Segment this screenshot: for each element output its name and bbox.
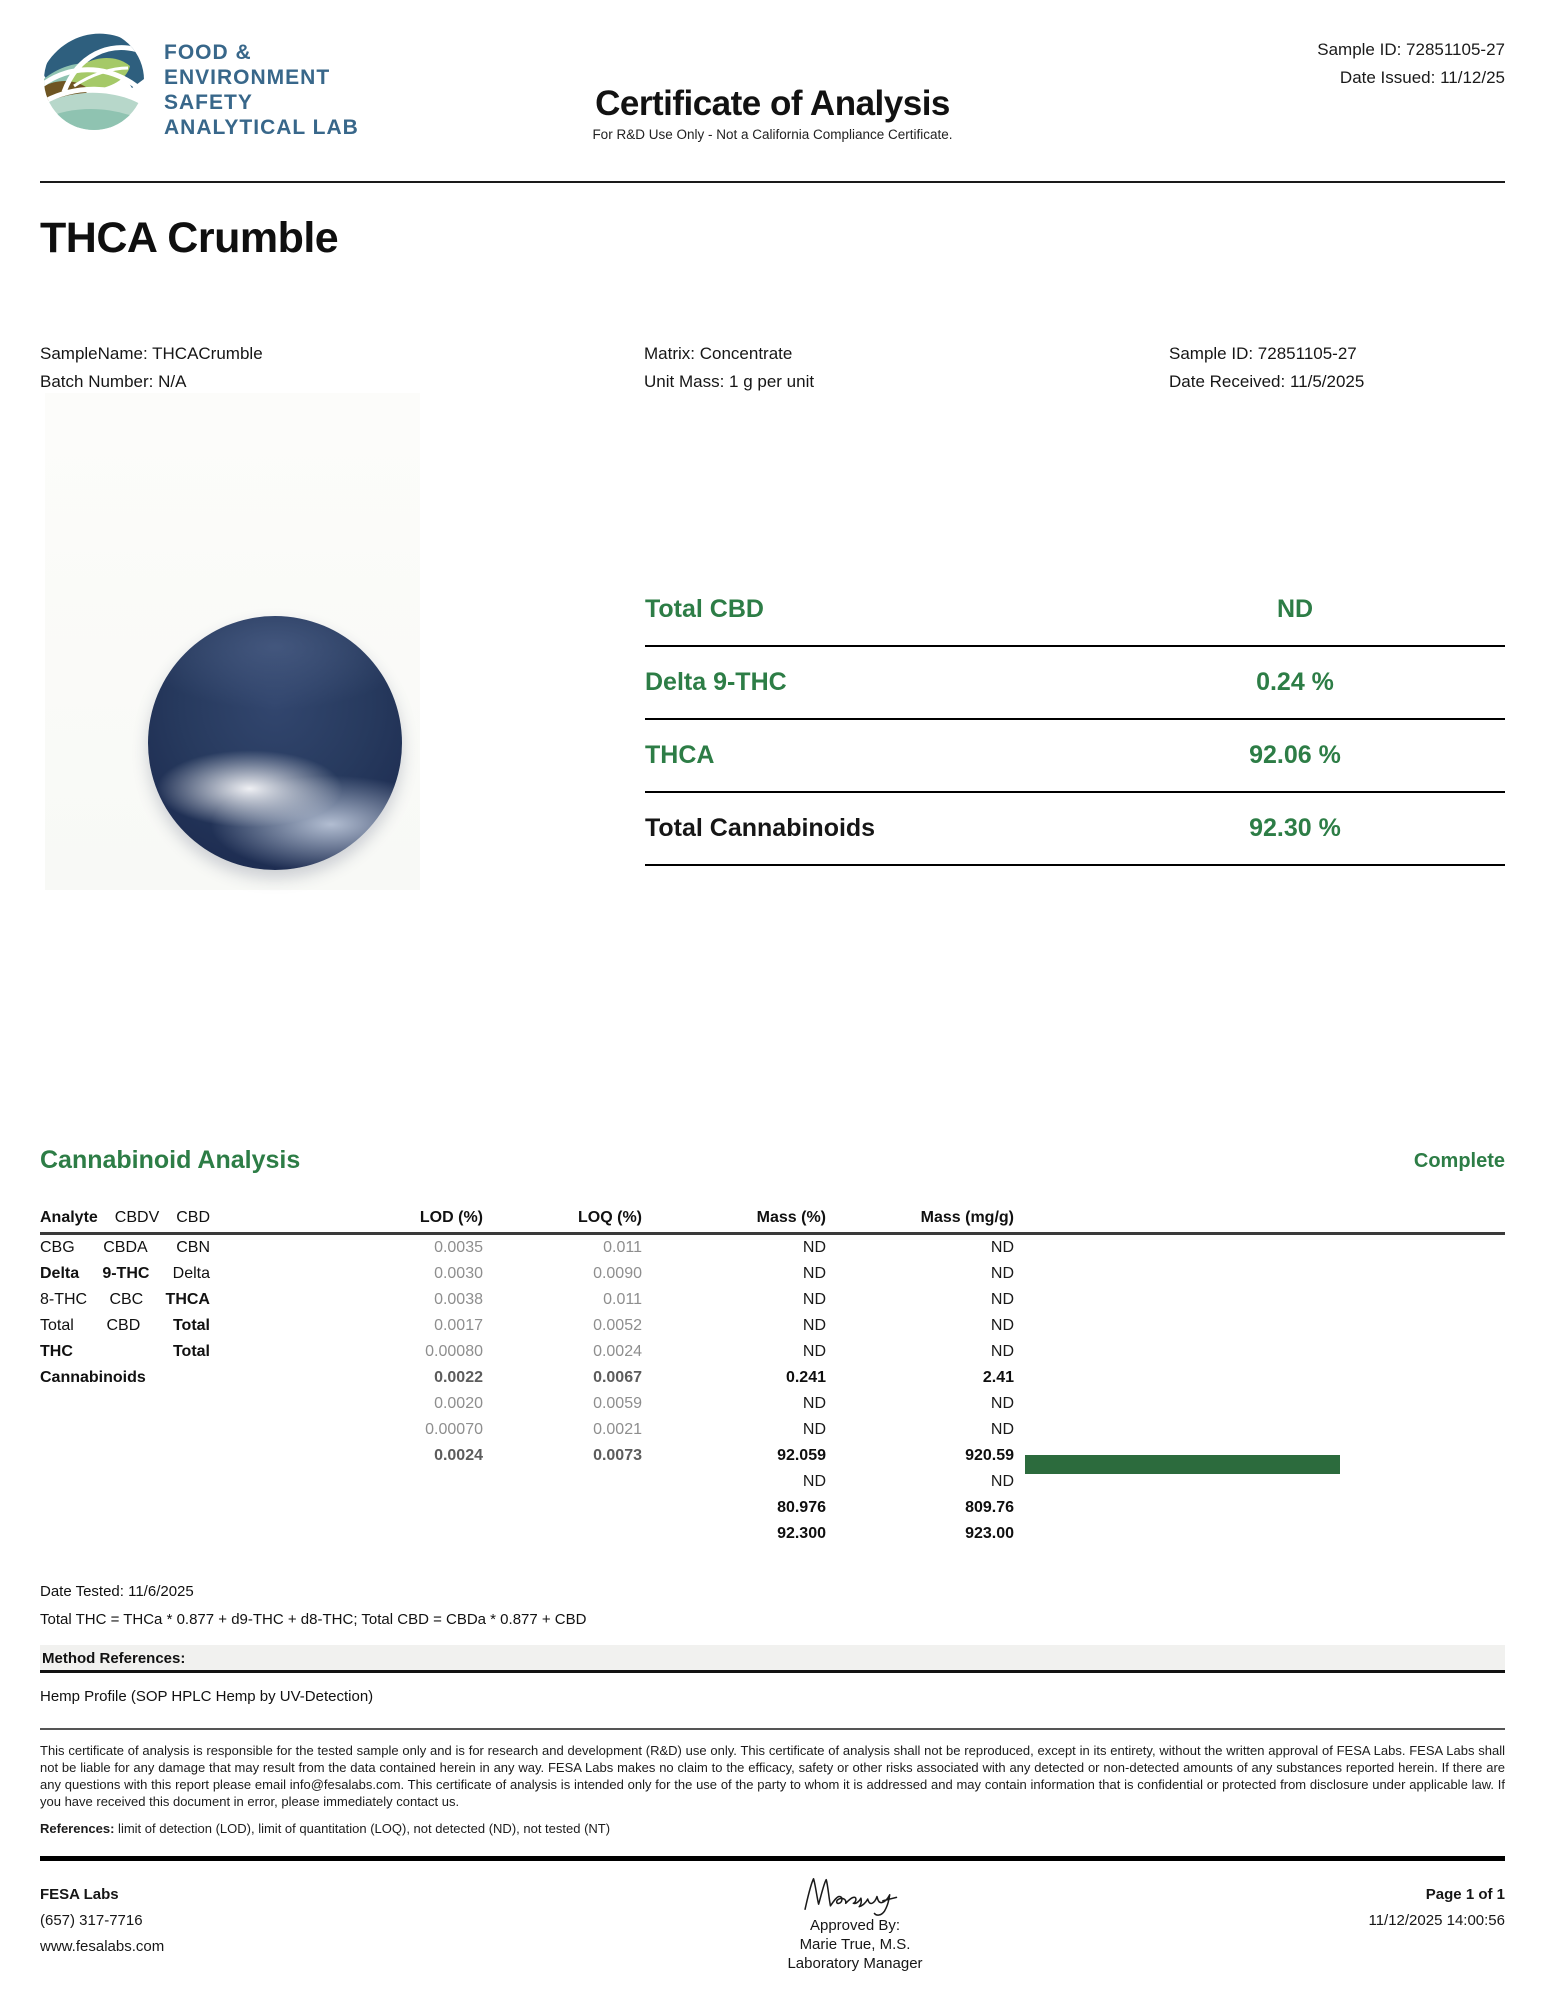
cannabinoid-analysis-table bbox=[40, 1204, 1505, 1547]
approver-name: Marie True, M.S. bbox=[799, 1936, 911, 1953]
product-photo bbox=[45, 393, 420, 890]
footer-company-name: FESA Labs bbox=[40, 1886, 119, 1903]
mass-mgg-value: ND bbox=[990, 1343, 1014, 1360]
analyte-name-word: Total bbox=[172, 1317, 210, 1334]
summary-analyte-value: 0.24 % bbox=[1256, 668, 1334, 696]
footer-phone: (657) 317-7716 bbox=[40, 1912, 143, 1929]
summary-analyte-label: Total CBD bbox=[645, 595, 764, 623]
mass-percent-value: 92.059 bbox=[777, 1447, 826, 1464]
loq-value: 0.0059 bbox=[593, 1395, 642, 1412]
summary-analyte-value: 92.06 % bbox=[1249, 741, 1341, 769]
loq-value: 0.0052 bbox=[593, 1317, 642, 1334]
document-subtitle: For R&D Use Only - Not a California Compliance Certificate. bbox=[592, 127, 953, 142]
analyte-name-word: Cannabinoids bbox=[40, 1369, 146, 1386]
approved-by-label: Approved By: bbox=[809, 1917, 901, 1934]
analyte-name-cell bbox=[40, 1343, 210, 1361]
analyte-name-word: CBDA bbox=[103, 1239, 148, 1256]
metadata-field: SampleName: THCACrumble bbox=[40, 344, 263, 363]
lod-value: 0.0038 bbox=[434, 1291, 483, 1308]
table-header-row bbox=[40, 1204, 1505, 1235]
analyte-name-cell bbox=[40, 1291, 210, 1309]
summary-row bbox=[645, 574, 1505, 647]
document-title-block bbox=[0, 84, 1545, 142]
analyte-name-cell bbox=[40, 1317, 210, 1335]
table-row bbox=[40, 1313, 1505, 1339]
summary-row bbox=[645, 647, 1505, 720]
table-row bbox=[40, 1235, 1505, 1261]
mass-percent-value: ND bbox=[802, 1239, 826, 1256]
table-row bbox=[40, 1339, 1505, 1365]
analyte-name-word: Analyte bbox=[40, 1209, 98, 1226]
metadata-field: Matrix: Concentrate bbox=[644, 344, 793, 363]
mass-percent-value: 92.300 bbox=[777, 1525, 826, 1542]
lod-value: 0.0020 bbox=[434, 1395, 483, 1412]
lab-logo-text-line: ANALYTICAL LAB bbox=[164, 116, 359, 139]
lod-value: 0.00070 bbox=[425, 1421, 483, 1438]
lab-logo-text-line: ENVIRONMENT bbox=[164, 66, 331, 89]
loq-value: 0.0090 bbox=[593, 1265, 642, 1282]
analyte-name-cell bbox=[40, 1239, 210, 1257]
summary-row bbox=[645, 793, 1505, 866]
sample-metadata-col-1 bbox=[40, 340, 263, 396]
mass-mgg-value: ND bbox=[990, 1291, 1014, 1308]
summary-analyte-label: THCA bbox=[645, 741, 715, 769]
lod-value: 0.0022 bbox=[434, 1369, 483, 1386]
table-row bbox=[40, 1261, 1505, 1287]
potency-summary-panel bbox=[645, 574, 1505, 866]
mass-percent-value: ND bbox=[802, 1291, 826, 1308]
footer-page-number: Page 1 of 1 bbox=[1425, 1886, 1505, 1903]
signature-icon bbox=[790, 1872, 920, 1916]
analyte-name-cell bbox=[40, 1265, 210, 1283]
analyte-name-word: CBN bbox=[176, 1239, 210, 1256]
footer-divider bbox=[40, 1856, 1505, 1861]
mass-percent-value: 0.241 bbox=[785, 1369, 826, 1386]
lod-value: 0.0024 bbox=[434, 1447, 483, 1464]
table-column-header: Mass (%) bbox=[756, 1209, 826, 1226]
legal-disclaimer bbox=[40, 1728, 1505, 1837]
analyte-name-word: CBG bbox=[40, 1239, 75, 1256]
mass-mgg-value: ND bbox=[990, 1395, 1014, 1412]
mass-percent-value: ND bbox=[802, 1343, 826, 1360]
references-label: References: bbox=[40, 1821, 115, 1836]
mass-percent-value: ND bbox=[802, 1265, 826, 1282]
summary-analyte-label: Delta 9-THC bbox=[645, 668, 787, 696]
metadata-field: Date Received: 11/5/2025 bbox=[1169, 372, 1365, 391]
analyte-name-word: 9-THC bbox=[102, 1265, 150, 1282]
analyte-name-word: 8-THC bbox=[40, 1291, 88, 1308]
analyte-name-word: Total bbox=[172, 1343, 210, 1360]
mass-mgg-value: ND bbox=[990, 1317, 1014, 1334]
product-photo-sample-puck bbox=[148, 616, 402, 870]
mass-percent-value: ND bbox=[802, 1473, 826, 1490]
disclaimer-text: This certificate of analysis is responsible for the tested sample only and is for research and development (R&D) use only. This certificate of analysis shall not be reproduced, except in its entirety, without the written approval of FESA Labs. FESA Labs shall not be liable for any damage that may result from the data contained herein in any way. FESA Labs makes no claim to the efficacy, safety or other risks associated with any detected or non-detected amounts of any substances reported herein. If there are any questions with this report please email info@fesalabs.com. This certificate of analysis is intended only for the use of the party to whom it is addressed and may contain information that is confidential or protected from disclosure under applicable law. If you have received this document in error, please immediately contact us. bbox=[40, 1743, 1505, 1809]
table-column-header: LOD (%) bbox=[419, 1209, 483, 1226]
summary-analyte-value: 92.30 % bbox=[1249, 814, 1341, 842]
mass-mgg-value: 2.41 bbox=[982, 1369, 1014, 1386]
header-sample-info bbox=[1317, 36, 1505, 92]
mass-mgg-value: ND bbox=[990, 1265, 1014, 1282]
mass-percent-value: ND bbox=[802, 1395, 826, 1412]
mass-mgg-value: ND bbox=[990, 1473, 1014, 1490]
mass-percent-value: 80.976 bbox=[777, 1499, 826, 1516]
mass-mgg-value: 809.76 bbox=[965, 1499, 1014, 1516]
thca-mass-bar bbox=[1025, 1455, 1340, 1474]
lod-value: 0.0035 bbox=[434, 1239, 483, 1256]
footer-lab-contact bbox=[40, 1882, 164, 1960]
table-row bbox=[40, 1287, 1505, 1313]
analyte-name-word: CBD bbox=[176, 1209, 210, 1226]
product-name-heading: THCA Crumble bbox=[40, 214, 339, 262]
analyte-name-word: THCA bbox=[165, 1291, 210, 1308]
method-references-heading: Method References: bbox=[40, 1645, 1505, 1673]
sample-metadata-col-2 bbox=[644, 340, 814, 396]
analyte-name-word: CBC bbox=[109, 1291, 144, 1308]
lod-value: 0.0030 bbox=[434, 1265, 483, 1282]
references-text: limit of detection (LOD), limit of quantitation (LOQ), not detected (ND), not tested (NT) bbox=[114, 1821, 611, 1836]
footer-website: www.fesalabs.com bbox=[40, 1938, 165, 1955]
summary-analyte-value: ND bbox=[1276, 595, 1314, 623]
summary-analyte-label: Total Cannabinoids bbox=[645, 814, 876, 842]
analyte-name-word: Delta bbox=[172, 1265, 210, 1282]
loq-value: 0.0021 bbox=[593, 1421, 642, 1438]
cannabinoid-analysis-heading: Cannabinoid Analysis bbox=[40, 1146, 301, 1174]
analyte-name-word: THC bbox=[40, 1343, 73, 1360]
footer-approval-block bbox=[690, 1872, 1020, 1973]
header-divider bbox=[40, 181, 1505, 183]
date-tested-note: Date Tested: 11/6/2025 bbox=[40, 1583, 194, 1600]
lod-value: 0.0017 bbox=[434, 1317, 483, 1334]
table-column-header: LOQ (%) bbox=[578, 1209, 642, 1226]
approver-signature bbox=[690, 1872, 1020, 1916]
loq-value: 0.011 bbox=[603, 1239, 642, 1256]
loq-value: 0.0073 bbox=[593, 1447, 642, 1464]
mass-mgg-value: 920.59 bbox=[965, 1447, 1014, 1464]
lod-value: 0.00080 bbox=[425, 1343, 483, 1360]
mass-percent-value: ND bbox=[802, 1317, 826, 1334]
document-title: Certificate of Analysis bbox=[595, 84, 950, 123]
loq-value: 0.0024 bbox=[593, 1343, 642, 1360]
analyte-name-cell bbox=[40, 1369, 210, 1387]
sample-metadata-col-3 bbox=[1169, 340, 1364, 396]
metadata-field: Batch Number: N/A bbox=[40, 372, 187, 391]
table-row bbox=[40, 1495, 1505, 1521]
table-row bbox=[40, 1365, 1505, 1391]
footer-timestamp: 11/12/2025 14:00:56 bbox=[1368, 1912, 1505, 1929]
loq-value: 0.011 bbox=[603, 1291, 642, 1308]
mass-mgg-value: ND bbox=[990, 1421, 1014, 1438]
mass-mgg-value: ND bbox=[990, 1239, 1014, 1256]
analyte-name-word: Total bbox=[40, 1317, 74, 1334]
footer-page-info bbox=[1368, 1882, 1505, 1934]
metadata-field: Sample ID: 72851105-27 bbox=[1169, 344, 1357, 363]
lab-logo-text-line: FOOD & bbox=[164, 41, 252, 64]
analyte-name-word: CBD bbox=[106, 1317, 141, 1334]
table-row bbox=[40, 1521, 1505, 1547]
metadata-field: Unit Mass: 1 g per unit bbox=[644, 372, 815, 391]
lab-logo-text-line: SAFETY bbox=[164, 91, 253, 114]
approver-title: Laboratory Manager bbox=[787, 1955, 923, 1972]
total-thc-formula-note: Total THC = THCa * 0.877 + d9-THC + d8-THC; Total CBD = CBDa * 0.877 + CBD bbox=[40, 1611, 587, 1628]
table-row bbox=[40, 1391, 1505, 1417]
analyte-name-cell bbox=[40, 1209, 210, 1227]
analyte-name-word: CBDV bbox=[114, 1209, 160, 1226]
table-column-header: Mass (mg/g) bbox=[920, 1209, 1014, 1226]
loq-value: 0.0067 bbox=[593, 1369, 642, 1386]
mass-percent-value: ND bbox=[802, 1421, 826, 1438]
header-sample-id: Sample ID: 72851105-27 bbox=[1317, 40, 1505, 59]
method-references-value: Hemp Profile (SOP HPLC Hemp by UV-Detection) bbox=[40, 1688, 374, 1705]
analysis-status-badge: Complete bbox=[1413, 1150, 1505, 1172]
mass-mgg-value: 923.00 bbox=[965, 1525, 1014, 1542]
references-note bbox=[40, 1820, 1505, 1837]
header-date-issued: Date Issued: 11/12/25 bbox=[1339, 68, 1505, 87]
analyte-name-word: Delta bbox=[40, 1265, 80, 1282]
summary-row bbox=[645, 720, 1505, 793]
table-row bbox=[40, 1417, 1505, 1443]
